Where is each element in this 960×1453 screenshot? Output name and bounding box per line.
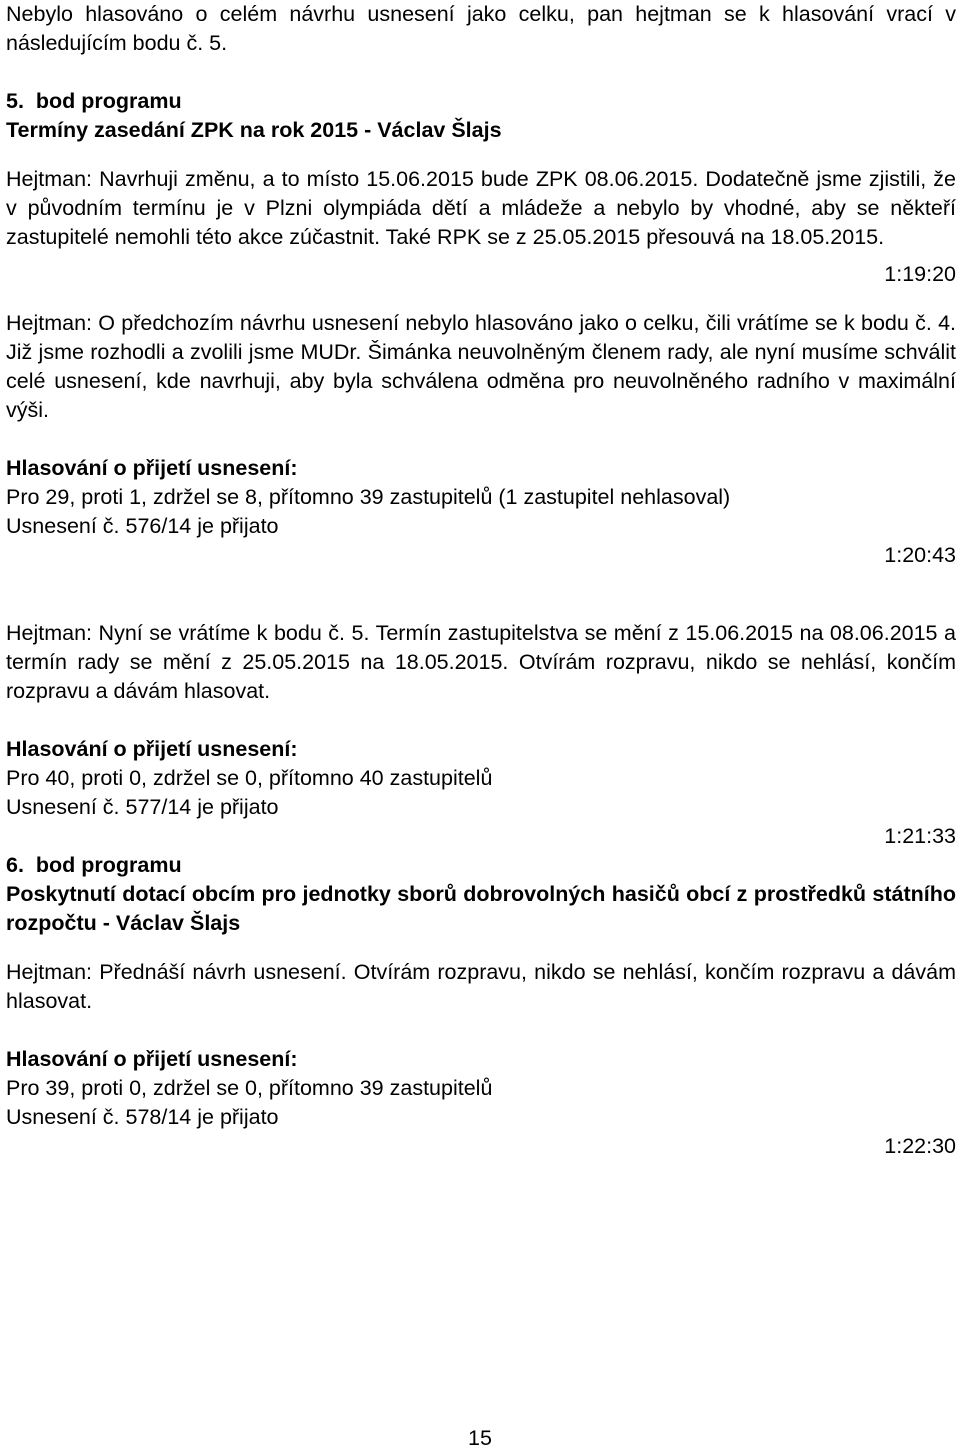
- item5-vote1-resolution: Usnesení č. 576/14 je přijato: [6, 514, 279, 538]
- item5-vote1-result: Pro 29, proti 1, zdržel se 8, přítomno 39 zastupitelů (1 zastupitel nehlasoval): [6, 485, 731, 509]
- document-page: [6, 0, 956, 1161]
- item5-vote2-result: Pro 40, proti 0, zdržel se 0, přítomno 40 zastupitelů: [6, 766, 493, 790]
- item5-heading: 5. bod programu: [6, 89, 182, 113]
- item6-vote-resolution: Usnesení č. 578/14 je přijato: [6, 1105, 279, 1129]
- item5-timestamp-3: 1:21:33: [884, 824, 956, 848]
- item5-title: Termíny zasedání ZPK na rok 2015 - Václav Šlajs: [6, 118, 502, 142]
- item5-paragraph-2: Hejtman: O předchozím návrhu usnesení nebylo hlasováno jako o celku, čili vrátíme se k bodu č. 4. Již jsme rozhodli a zvolili jsme MUDr. Šimánka neuvolněným členem rady, ale nyní musíme schválit celé usnesení, kde navrhuji, aby byla schválena odměna pro neuvolněného radního v maximální výši.: [6, 311, 956, 422]
- item5-vote2-resolution: Usnesení č. 577/14 je přijato: [6, 795, 279, 819]
- item5-timestamp-1: 1:19:20: [884, 262, 956, 286]
- item6-paragraph-1: Hejtman: Přednáší návrh usnesení. Otvírám rozpravu, nikdo se nehlásí, končím rozpravu a dávám hlasovat.: [6, 960, 956, 1013]
- item5-vote1-heading: Hlasování o přijetí usnesení:: [6, 456, 298, 480]
- item5-vote2-heading: Hlasování o přijetí usnesení:: [6, 737, 298, 761]
- item6-timestamp: 1:22:30: [884, 1134, 956, 1158]
- intro-paragraph: Nebylo hlasováno o celém návrhu usnesení jako celku, pan hejtman se k hlasování vrací v následujícím bodu č. 5.: [6, 2, 956, 55]
- item6-vote-result: Pro 39, proti 0, zdržel se 0, přítomno 39 zastupitelů: [6, 1076, 493, 1100]
- item5-timestamp-2: 1:20:43: [884, 543, 956, 567]
- item6-vote-heading: Hlasování o přijetí usnesení:: [6, 1047, 298, 1071]
- item6-heading: 6. bod programu: [6, 853, 182, 877]
- page-number: 15: [468, 1426, 492, 1450]
- item5-paragraph-3: Hejtman: Nyní se vrátíme k bodu č. 5. Termín zastupitelstva se mění z 15.06.2015 na 08.06.2015 a termín rady se mění z 25.05.2015 na 18.05.2015. Otvírám rozpravu, nikdo se nehlásí, končím rozpravu a dávám hlasovat.: [6, 621, 956, 703]
- item5-paragraph-1: Hejtman: Navrhuji změnu, a to místo 15.06.2015 bude ZPK 08.06.2015. Dodatečně jsme zjistili, že v původním termínu je v Plzni olympiáda dětí a mládeže a nebylo by vhodné, aby se někteří zastupitelé nemohli této akce zúčastnit. Také RPK se z 25.05.2015 přesouvá na 18.05.2015.: [6, 167, 956, 249]
- item6-title: Poskytnutí dotací obcím pro jednotky sborů dobrovolných hasičů obcí z prostředků státního rozpočtu - Václav Šlajs: [6, 882, 956, 935]
